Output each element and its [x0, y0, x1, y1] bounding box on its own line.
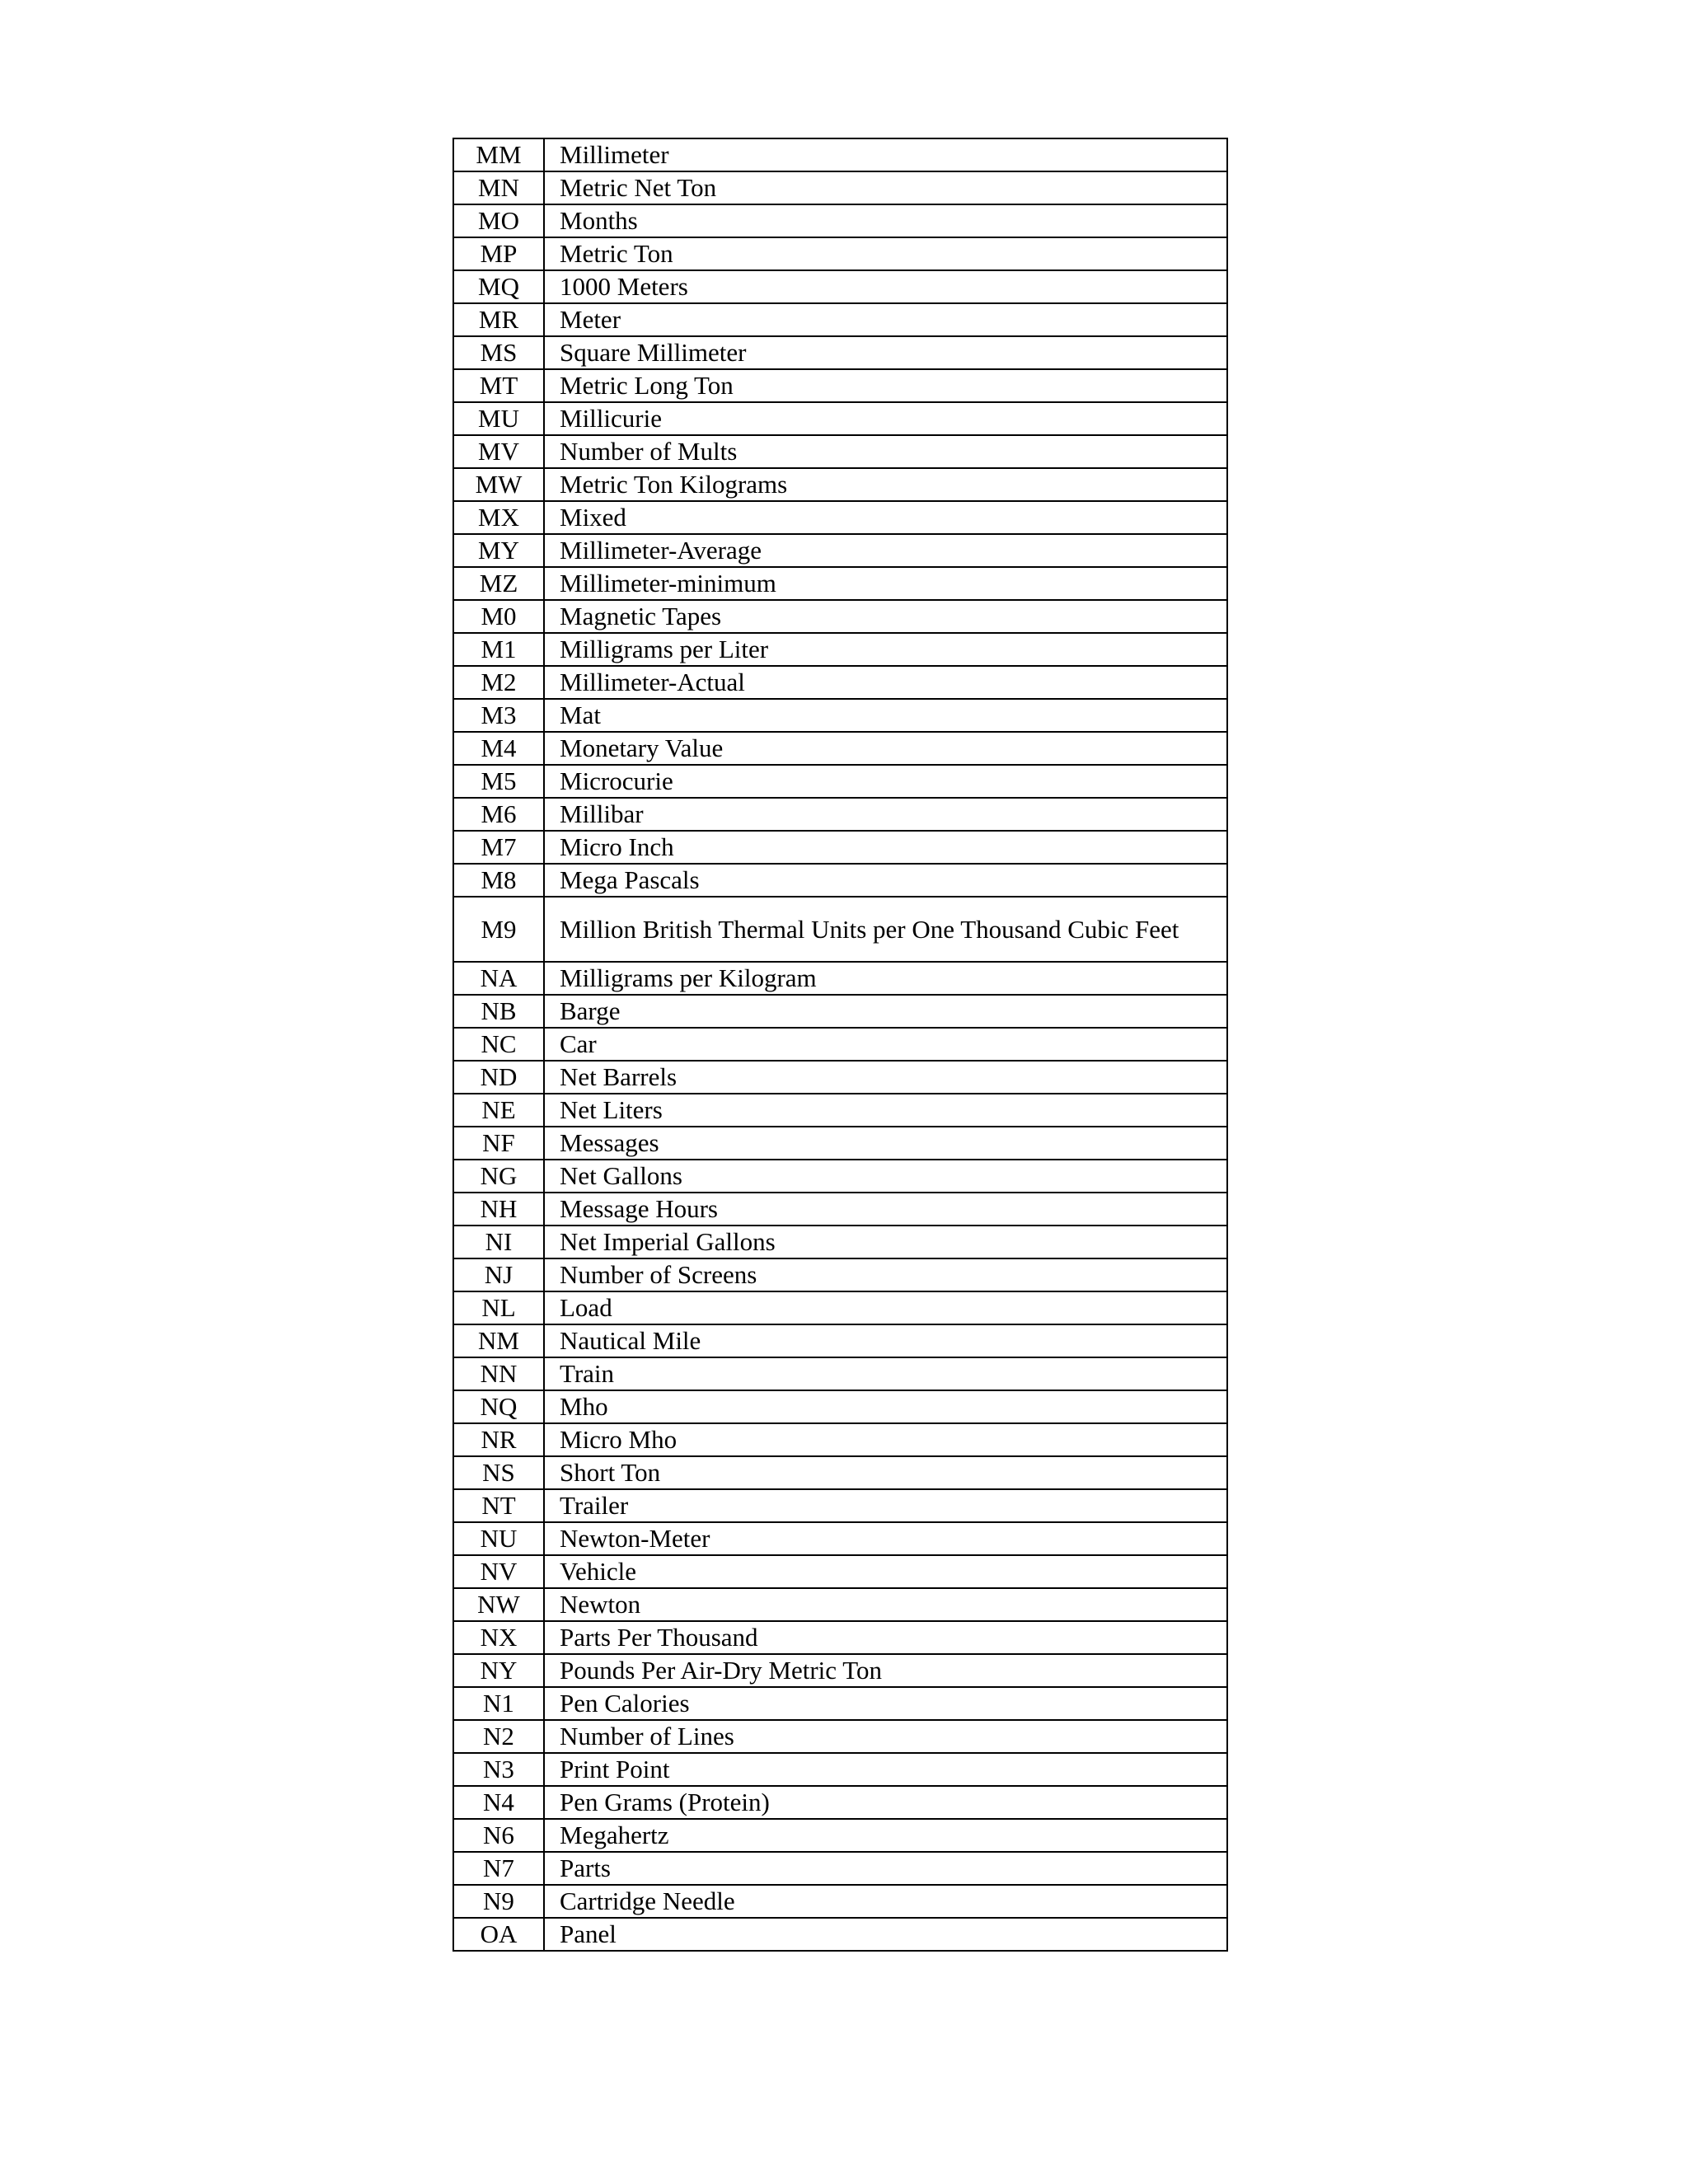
unit-code: NM — [453, 1324, 544, 1357]
unit-description: Net Gallons — [544, 1160, 1227, 1193]
unit-description: Load — [544, 1291, 1227, 1324]
table-row — [453, 1885, 1227, 1918]
unit-code: MR — [453, 303, 544, 336]
table-row — [453, 798, 1227, 831]
table-row — [453, 1094, 1227, 1127]
table-row — [453, 1786, 1227, 1819]
unit-code: NU — [453, 1522, 544, 1555]
unit-description: Pen Grams (Protein) — [544, 1786, 1227, 1819]
table-row — [453, 1687, 1227, 1720]
unit-code: NB — [453, 995, 544, 1028]
table-row — [453, 1621, 1227, 1654]
unit-description: Pen Calories — [544, 1687, 1227, 1720]
unit-code: M9 — [453, 897, 544, 962]
unit-code: MW — [453, 468, 544, 501]
table-row — [453, 501, 1227, 534]
unit-description: Parts Per Thousand — [544, 1621, 1227, 1654]
unit-code: NX — [453, 1621, 544, 1654]
table-row — [453, 699, 1227, 732]
unit-description: Print Point — [544, 1753, 1227, 1786]
table-row — [453, 732, 1227, 765]
unit-description: Newton — [544, 1588, 1227, 1621]
unit-description: Mixed — [544, 501, 1227, 534]
table-row — [453, 1390, 1227, 1423]
unit-code: NS — [453, 1456, 544, 1489]
table-row — [453, 600, 1227, 633]
unit-code: NI — [453, 1226, 544, 1258]
unit-code: MP — [453, 237, 544, 270]
unit-code: N6 — [453, 1819, 544, 1852]
unit-code: M4 — [453, 732, 544, 765]
unit-description: Number of Screens — [544, 1258, 1227, 1291]
unit-code: MX — [453, 501, 544, 534]
unit-code: M2 — [453, 666, 544, 699]
table-row — [453, 831, 1227, 864]
unit-code: MS — [453, 336, 544, 369]
table-row — [453, 765, 1227, 798]
unit-code: N9 — [453, 1885, 544, 1918]
unit-description: Metric Net Ton — [544, 171, 1227, 204]
unit-code: NJ — [453, 1258, 544, 1291]
unit-description: Car — [544, 1028, 1227, 1061]
unit-code: M0 — [453, 600, 544, 633]
table-row — [453, 1028, 1227, 1061]
unit-code: NF — [453, 1127, 544, 1160]
unit-description: Newton-Meter — [544, 1522, 1227, 1555]
unit-description: Mat — [544, 699, 1227, 732]
table-row — [453, 1654, 1227, 1687]
unit-description: Metric Ton Kilograms — [544, 468, 1227, 501]
table-row — [453, 336, 1227, 369]
unit-description: Panel — [544, 1918, 1227, 1951]
unit-code: MU — [453, 402, 544, 435]
table-row — [453, 1918, 1227, 1951]
unit-code: NR — [453, 1423, 544, 1456]
unit-code: NN — [453, 1357, 544, 1390]
unit-code: NG — [453, 1160, 544, 1193]
unit-code: MY — [453, 534, 544, 567]
table-row — [453, 1160, 1227, 1193]
table-row — [453, 1555, 1227, 1588]
unit-description: Net Barrels — [544, 1061, 1227, 1094]
unit-description: Nautical Mile — [544, 1324, 1227, 1357]
unit-code: N1 — [453, 1687, 544, 1720]
unit-description: Message Hours — [544, 1193, 1227, 1226]
unit-of-measure-table-body — [453, 138, 1227, 1951]
table-row — [453, 666, 1227, 699]
table-row — [453, 1522, 1227, 1555]
unit-description: Messages — [544, 1127, 1227, 1160]
table-row — [453, 1061, 1227, 1094]
table-row — [453, 1291, 1227, 1324]
unit-description: Mho — [544, 1390, 1227, 1423]
unit-description: Millibar — [544, 798, 1227, 831]
unit-code: M5 — [453, 765, 544, 798]
unit-description: Cartridge Needle — [544, 1885, 1227, 1918]
table-row — [453, 237, 1227, 270]
unit-code: N7 — [453, 1852, 544, 1885]
unit-code: NQ — [453, 1390, 544, 1423]
table-row — [453, 369, 1227, 402]
unit-code: M8 — [453, 864, 544, 897]
unit-code: NW — [453, 1588, 544, 1621]
unit-code: MT — [453, 369, 544, 402]
unit-code: MZ — [453, 567, 544, 600]
unit-code: MO — [453, 204, 544, 237]
unit-code: ND — [453, 1061, 544, 1094]
table-row — [453, 864, 1227, 897]
table-row — [453, 1423, 1227, 1456]
unit-description: Metric Ton — [544, 237, 1227, 270]
unit-code: NV — [453, 1555, 544, 1588]
table-row — [453, 1357, 1227, 1390]
unit-description: Milligrams per Kilogram — [544, 962, 1227, 995]
table-row — [453, 1193, 1227, 1226]
unit-description: Megahertz — [544, 1819, 1227, 1852]
unit-code: OA — [453, 1918, 544, 1951]
unit-description: Barge — [544, 995, 1227, 1028]
unit-description: Mega Pascals — [544, 864, 1227, 897]
table-row — [453, 1489, 1227, 1522]
unit-code: M6 — [453, 798, 544, 831]
table-row — [453, 1753, 1227, 1786]
table-row — [453, 303, 1227, 336]
unit-of-measure-table — [452, 138, 1228, 1952]
table-row — [453, 1819, 1227, 1852]
unit-description: Number of Mults — [544, 435, 1227, 468]
table-row — [453, 962, 1227, 995]
unit-code: M7 — [453, 831, 544, 864]
unit-code: MM — [453, 138, 544, 171]
unit-description: Months — [544, 204, 1227, 237]
unit-code: N4 — [453, 1786, 544, 1819]
unit-code: NL — [453, 1291, 544, 1324]
unit-code: NA — [453, 962, 544, 995]
table-row — [453, 633, 1227, 666]
table-row — [453, 1852, 1227, 1885]
unit-description: Parts — [544, 1852, 1227, 1885]
unit-code: NH — [453, 1193, 544, 1226]
unit-description: Milligrams per Liter — [544, 633, 1227, 666]
unit-description: Short Ton — [544, 1456, 1227, 1489]
unit-description: Train — [544, 1357, 1227, 1390]
table-row — [453, 435, 1227, 468]
unit-description: Micro Inch — [544, 831, 1227, 864]
table-row — [453, 138, 1227, 171]
unit-description: Monetary Value — [544, 732, 1227, 765]
unit-code: M3 — [453, 699, 544, 732]
table-row — [453, 1324, 1227, 1357]
unit-code: MQ — [453, 270, 544, 303]
unit-code: NE — [453, 1094, 544, 1127]
unit-description: 1000 Meters — [544, 270, 1227, 303]
unit-description: Millimeter-Average — [544, 534, 1227, 567]
table-row — [453, 171, 1227, 204]
table-row — [453, 468, 1227, 501]
unit-code: N2 — [453, 1720, 544, 1753]
unit-description: Metric Long Ton — [544, 369, 1227, 402]
unit-description: Net Imperial Gallons — [544, 1226, 1227, 1258]
unit-description: Millicurie — [544, 402, 1227, 435]
unit-code: MN — [453, 171, 544, 204]
table-row — [453, 204, 1227, 237]
table-row — [453, 897, 1227, 962]
unit-description: Vehicle — [544, 1555, 1227, 1588]
unit-code: NY — [453, 1654, 544, 1687]
table-row — [453, 995, 1227, 1028]
unit-description: Number of Lines — [544, 1720, 1227, 1753]
unit-description: Square Millimeter — [544, 336, 1227, 369]
table-row — [453, 1720, 1227, 1753]
table-row — [453, 1258, 1227, 1291]
table-row — [453, 1588, 1227, 1621]
unit-description: Millimeter — [544, 138, 1227, 171]
table-row — [453, 1127, 1227, 1160]
table-row — [453, 402, 1227, 435]
unit-description: Millimeter-minimum — [544, 567, 1227, 600]
unit-code: M1 — [453, 633, 544, 666]
unit-description: Net Liters — [544, 1094, 1227, 1127]
unit-description: Million British Thermal Units per One Thousand Cubic Feet — [544, 897, 1227, 962]
unit-description: Millimeter-Actual — [544, 666, 1227, 699]
table-row — [453, 1456, 1227, 1489]
table-row — [453, 1226, 1227, 1258]
table-row — [453, 567, 1227, 600]
unit-description: Meter — [544, 303, 1227, 336]
unit-description: Micro Mho — [544, 1423, 1227, 1456]
unit-description: Magnetic Tapes — [544, 600, 1227, 633]
unit-description: Trailer — [544, 1489, 1227, 1522]
unit-code: NC — [453, 1028, 544, 1061]
unit-code: NT — [453, 1489, 544, 1522]
unit-description: Microcurie — [544, 765, 1227, 798]
unit-code: N3 — [453, 1753, 544, 1786]
table-row — [453, 534, 1227, 567]
unit-description: Pounds Per Air-Dry Metric Ton — [544, 1654, 1227, 1687]
table-row — [453, 270, 1227, 303]
unit-code: MV — [453, 435, 544, 468]
